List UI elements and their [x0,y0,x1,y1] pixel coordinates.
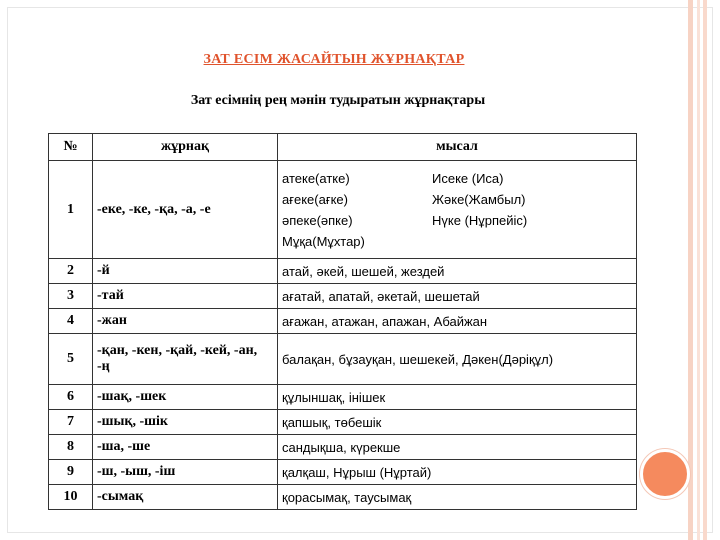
row-example: балақан, бұзауқан, шешекей, Дәкен(Дәріқұл) [278,334,637,385]
row-example [278,161,637,259]
row-number: 4 [49,309,93,334]
table-row [49,259,637,284]
table-row [49,161,637,259]
page-subtitle: Зат есімнің рең мәнін тудыратын жұрнақтары [190,93,486,108]
row-number: 1 [49,161,93,259]
table-row [49,385,637,410]
row-suffix: -шық, -шік [93,410,278,435]
table-row [49,334,637,385]
row-example: құлыншақ, інішек [278,385,637,410]
row-number: 5 [49,334,93,385]
row-suffix: -шақ, -шек [93,385,278,410]
example-item: Мұқа(Мұхтар) [282,233,365,249]
row-suffix: -еке, -ке, -қа, -а, -е [93,161,278,259]
table-row [49,435,637,460]
row-suffix: -сымақ [93,485,278,510]
row-number: 10 [49,485,93,510]
example-item: атеке(атке) [282,170,350,186]
decor-stripe [703,0,707,540]
row-number: 2 [49,259,93,284]
header-suffix: жұрнақ [93,134,278,161]
row-suffix: -жан [93,309,278,334]
decor-circle [640,449,690,499]
row-suffix: -ша, -ше [93,435,278,460]
row-number: 9 [49,460,93,485]
table-row [49,460,637,485]
row-example: ағатай, апатай, әкетай, шешетай [278,284,637,309]
table-row [49,410,637,435]
table-header-row [49,134,637,161]
row-number: 8 [49,435,93,460]
example-item: Жәке(Жамбыл) [432,191,526,207]
row-example: сандықша, күрекше [278,435,637,460]
header-number: № [49,134,93,161]
decor-stripe [697,0,700,540]
example-item: ағеке(ағке) [282,191,348,207]
suffix-table [48,133,637,510]
row-example: қалқаш, Нұрыш (Нұртай) [278,460,637,485]
example-item: әпеке(әпке) [282,212,353,228]
row-number: 7 [49,410,93,435]
row-example: қорасымақ, таусымақ [278,485,637,510]
row-example: атай, әкей, шешей, жездей [278,259,637,284]
table-row [49,309,637,334]
row-suffix: -қан, -кен, -қай, -кей, -ан, -ң [93,334,278,385]
row-number: 6 [49,385,93,410]
row-number: 3 [49,284,93,309]
example-item: Нүке (Нұрпейіс) [432,212,528,228]
row-suffix: -ш, -ыш, -іш [93,460,278,485]
example-item: Исеке (Иса) [432,170,504,186]
table-row [49,485,637,510]
header-example: мысал [278,134,637,161]
table-row [49,284,637,309]
row-example: ағажан, атажан, апажан, Абайжан [278,309,637,334]
decor-stripe [688,0,693,540]
page-title: ЗАТ ЕСІМ ЖАСАЙТЫН ЖҰРНАҚТАР [203,52,465,67]
row-suffix: -й [93,259,278,284]
row-example: қапшық, төбешік [278,410,637,435]
row-suffix: -тай [93,284,278,309]
